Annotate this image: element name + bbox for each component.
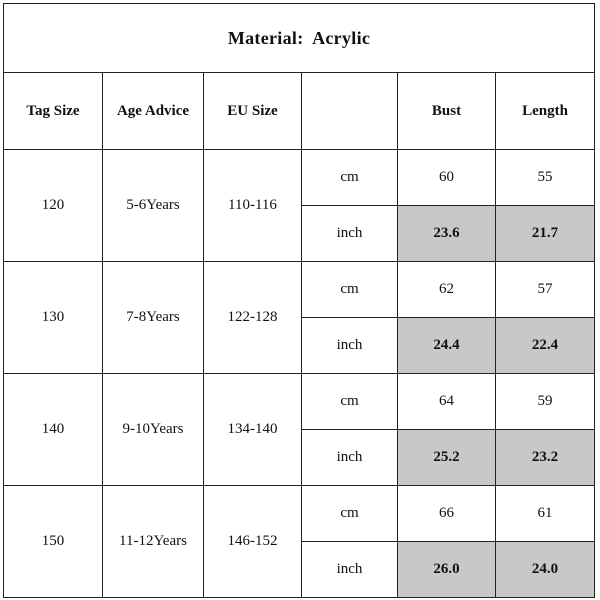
title-row <box>4 4 595 73</box>
unit-cell-inch: inch <box>302 542 398 598</box>
length-cm-cell: 61 <box>496 486 595 542</box>
length-cm-cell: 55 <box>496 150 595 206</box>
header-unit <box>302 73 398 150</box>
length-inch-cell: 22.4 <box>496 318 595 374</box>
table-row <box>4 486 595 542</box>
length-cm-cell: 57 <box>496 262 595 318</box>
age-advice-cell: 5-6Years <box>103 150 204 262</box>
bust-cm-cell: 62 <box>398 262 496 318</box>
header-age-advice: Age Advice <box>103 73 204 150</box>
tag-size-cell: 120 <box>4 150 103 262</box>
unit-cell-inch: inch <box>302 206 398 262</box>
bust-inch-cell: 25.2 <box>398 430 496 486</box>
eu-size-cell: 146-152 <box>204 486 302 598</box>
tag-size-cell: 150 <box>4 486 103 598</box>
eu-size-cell: 134-140 <box>204 374 302 486</box>
eu-size-cell: 110-116 <box>204 150 302 262</box>
bust-inch-cell: 24.4 <box>398 318 496 374</box>
length-cm-cell: 59 <box>496 374 595 430</box>
unit-cell-cm: cm <box>302 150 398 206</box>
material-title: Material: Acrylic <box>4 4 595 73</box>
table-row <box>4 150 595 206</box>
header-row <box>4 73 595 150</box>
bust-inch-cell: 26.0 <box>398 542 496 598</box>
eu-size-cell: 122-128 <box>204 262 302 374</box>
header-eu-size: EU Size <box>204 73 302 150</box>
tag-size-cell: 130 <box>4 262 103 374</box>
table-row <box>4 262 595 318</box>
age-advice-cell: 7-8Years <box>103 262 204 374</box>
age-advice-cell: 9-10Years <box>103 374 204 486</box>
header-tag-size: Tag Size <box>4 73 103 150</box>
bust-cm-cell: 60 <box>398 150 496 206</box>
header-length: Length <box>496 73 595 150</box>
length-inch-cell: 23.2 <box>496 430 595 486</box>
unit-cell-cm: cm <box>302 262 398 318</box>
age-advice-cell: 11-12Years <box>103 486 204 598</box>
tag-size-cell: 140 <box>4 374 103 486</box>
header-bust: Bust <box>398 73 496 150</box>
length-inch-cell: 21.7 <box>496 206 595 262</box>
unit-cell-inch: inch <box>302 430 398 486</box>
size-chart-table <box>3 3 595 598</box>
unit-cell-inch: inch <box>302 318 398 374</box>
length-inch-cell: 24.0 <box>496 542 595 598</box>
bust-cm-cell: 64 <box>398 374 496 430</box>
table-row <box>4 374 595 430</box>
unit-cell-cm: cm <box>302 486 398 542</box>
bust-inch-cell: 23.6 <box>398 206 496 262</box>
unit-cell-cm: cm <box>302 374 398 430</box>
bust-cm-cell: 66 <box>398 486 496 542</box>
